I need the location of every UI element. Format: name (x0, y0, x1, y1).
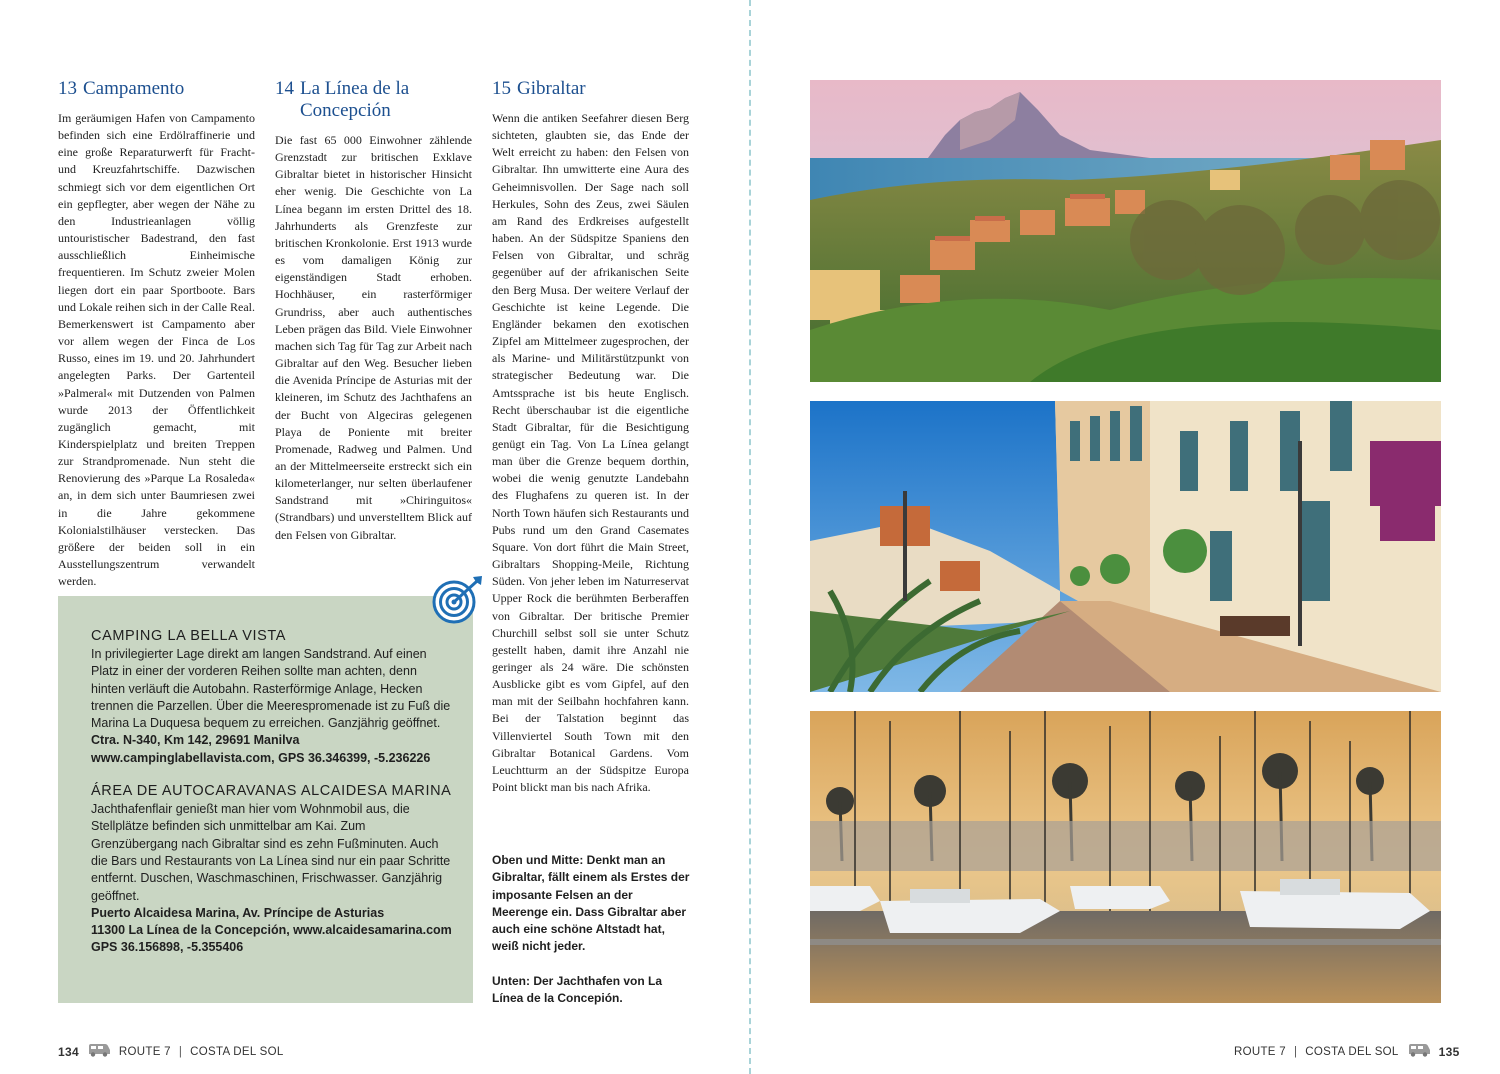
section-heading (275, 78, 472, 122)
campsite-heading: ÁREA DE AUTOCARAVANAS ALCAIDESA MARINA (91, 783, 452, 800)
section-heading (58, 78, 255, 100)
section-number: 15 (492, 78, 511, 99)
section-body: Im geräumigen Hafen von Campamento befinden sich eine Erdölraffinerie und eine große Reparaturwerft für Fracht- und Kreuzfahrtschiffe. Dazwischen schmiegt sich vor dem eigentlichen Ort ein gepflegter, aber wegen der Nähe zu den Industrieanlagen völlig untouristischer Badestrand, den fast ausschließlich Einheimische frequentieren. Im Schutz zweier Molen liegen dort ein paar Sportboote. Bars und Lokale reihen sich in der Calle Real. Bemerkenswert ist Campamento aber vor allem wegen der Finca de Los Russo, eines im 19. und 20. Jahrhundert angelegten Parks. Der Gartenteil »Palmeral« mit Dutzenden von Palmen wurde 2013 der Öffentlichkeit zugänglich gemacht, mit Kinderspielplatz und breiten Treppen zur Strandpromenade. Nun steht die Renovierung des »Parque La Rosaleda« an, in dem sich unter Baumriesen zwei in die Jahre gekommene Kolonialstilhäuser verstecken. Das größere der beiden soll in ein Ausstellungszentrum verwandelt werden. (58, 111, 255, 589)
caption-bottom: Unten: Der Jachthafen von La Línea de la Concepión. (492, 973, 663, 1006)
page-number: 135 (1438, 1044, 1460, 1059)
footer-separator: | (178, 1045, 183, 1058)
campsite-address-line: 11300 La Línea de la Concepción, www.alcaidesamarina.com (91, 923, 452, 938)
column-la-linea (275, 78, 472, 544)
column-gibraltar (492, 78, 689, 796)
info-box-content (91, 626, 453, 957)
campsite-description: In privilegierter Lage direkt am langen Sandstrand. Auf einen Platz in einer der vorderen Reihen sollte man achten, denn hinten verläuft die Autobahn. Rasterförmige Anlage, Hecken trennen die Parzellen. Über die Meerespromenade ist zu Fuß die Marina La Duquesa bequem zu erreichen. Ganzjährig geöffnet. (91, 647, 451, 731)
section-title: La Línea de la Concepción (300, 78, 410, 121)
spine-divider (749, 0, 751, 1074)
left-footer (58, 1043, 284, 1060)
route-label: ROUTE 7 (1234, 1045, 1286, 1058)
footer-separator: | (1293, 1045, 1298, 1058)
section-title: Gibraltar (517, 78, 586, 99)
caption-top-middle: Oben und Mitte: Denkt man an Gibraltar, fällt einem als Erstes der imposante Felsen an der Meerenge ein. Dass Gibraltar aber auch eine schöne Altstadt hat, weiß nicht jeder. (492, 853, 690, 954)
campsite-info-box (58, 596, 473, 1003)
section-heading (492, 78, 689, 100)
campsite-gps-line: GPS 36.156898, -5.355406 (91, 940, 244, 955)
route-label: ROUTE 7 (118, 1045, 171, 1058)
campsite-address-line: Puerto Alcaidesa Marina, Av. Príncipe de Asturias (91, 905, 385, 920)
section-body: Wenn die antiken Seefahrer diesen Berg sichteten, glaubten sie, das Ende der Welt erreicht zu haben: den Felsen von Gibraltar. Ihn umwitterte eine Aura des Geheimnisvollen. Der Sage nach soll Herkules, Sohn des Zeus, zwei Säulen am Rand des Erdkreises aufgestellt haben. An der Südspitze Spaniens den Felsen von Gibraltar, und schräg gegenüber auf der afrikanischen Seite den Berg Musa. Der weitere Verlauf der Geschichte ist keine Legende. Die Engländer bekamen den exotischen Zipfel am Mittelmeer zugesprochen, der als Marine- und Militärstützpunkt von strategischer Bedeutung war. Die Amtssprache ist bis heute Englisch. Recht überschaubar ist die eigentliche Stadt Gibraltar, für die Besichtigung genügt ein Tag. Von La Línea gelangt man über die Grenze bequem dorthin, wobei die wenig genutzte Landebahn des Flughafens zu queren ist. In der North Town häufen sich Restaurants und Pubs rund um den Grand Casemates Square. Von dort führt die Main Street, Gibraltars Shopping-Meile, Richtung Süden. Von jeher leben im Naturreservat Upper Rock die berühmten Berberaffen von Gibraltar. Der britische Premier Churchill selbst soll sie unter Schutz gestellt haben, damit ihre Anzahl nie geringer als 24 wäre. Die schönsten Ausblicke gibt es vom Gipfel, auf den man mit der Seilbahn hochfahren kann. Bei der Talstation beginnt das Villenviertel South Town mit den Gibraltar Botanical Gardens. Vom Leuchtturm an der Südspitze Europa Point blickt man bis nach Afrika. (492, 111, 689, 795)
camper-van-icon (87, 1043, 111, 1060)
photo-captions (492, 852, 692, 1024)
left-page (0, 0, 749, 1074)
section-label: COSTA DEL SOL (1305, 1045, 1399, 1058)
camper-van-icon (1407, 1043, 1431, 1060)
right-footer (1234, 1043, 1460, 1060)
campsite-description: Jachthafenflair genießt man hier vom Wohnmobil aus, die Stellplätze befinden sich unmittelbar am Kai. Zum Grenzübergang nach Gibraltar sind es zehn Fußminuten. Auch die Bars und Restaurants von La Línea sind nur ein paar Schritte entfernt. Duschen, Waschmaschinen, Frischwasser. Ganzjährig geöffnet. (91, 802, 451, 903)
column-campamento (58, 78, 255, 590)
target-icon (430, 574, 486, 624)
section-number: 13 (58, 78, 77, 99)
campsite-address-line: Ctra. N-340, Km 142, 29691 Manilva (91, 733, 300, 748)
campsite-heading: CAMPING LA BELLA VISTA (91, 628, 287, 644)
marina-sunset-photo (810, 711, 1441, 1003)
gibraltar-rock-photo (810, 80, 1441, 382)
section-body: Die fast 65 000 Einwohner zählende Grenzstadt zur britischen Exklave Gibraltar bietet in historischer Hinsicht eher wenig. Die Geschichte von La Línea begann im ersten Drittel des 18. Jahrhunderts als Grenzfeste zur britischen Kronkolonie. Erst 1913 wurde es vom damaligen König zur eigenständigen Stadt erhoben. Hochhäuser, ein rasterförmiger Grundriss, aber auch authentisches Leben prägen das Bild. Viele Einwohner machen sich Tag für Tag zur Arbeit nach Gibraltar auf den Weg. Besucher lieben die Avenida Príncipe de Asturias mit der kleineren, im Schutz des Jachthafens an der Bucht von Algeciras gelegenen Playa de Poniente mit breiter Promenade, Radweg und Palmen. Und an der Mittelmeerseite erstreckt sich ein kilometerlanger, nur selten überlaufener Sandstrand mit »Chiringuitos« (Strandbars) und unverstelltem Blick auf den Felsen von Gibraltar. (275, 133, 472, 542)
section-label: COSTA DEL SOL (190, 1045, 284, 1058)
campsite-web-gps-line: www.campinglabellavista.com, GPS 36.346399, -5.236226 (91, 750, 431, 765)
page-number: 134 (58, 1044, 79, 1059)
section-number: 14 (275, 78, 294, 99)
old-town-street-photo (810, 401, 1441, 692)
section-title: Campamento (83, 78, 185, 99)
